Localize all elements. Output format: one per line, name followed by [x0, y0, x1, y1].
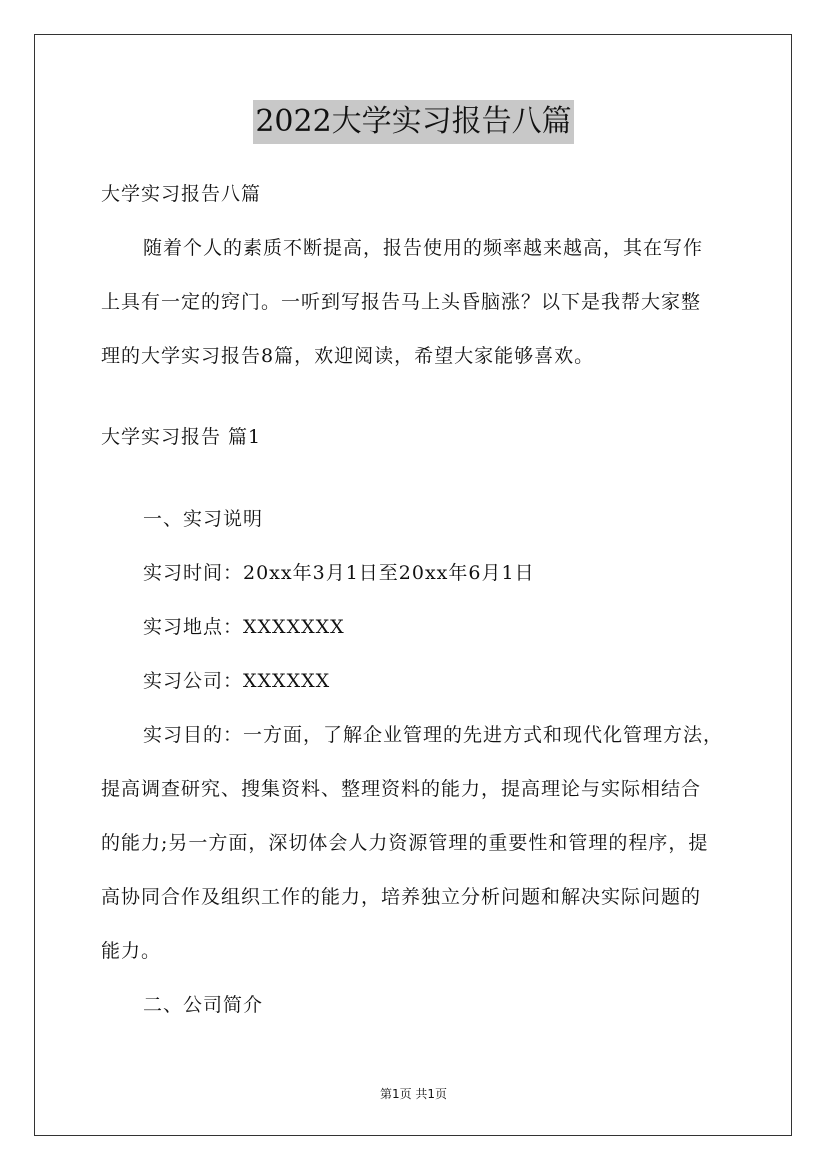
purpose-line-1: 实习目的：一方面，了解企业管理的先进方式和现代化管理方法，	[143, 724, 724, 746]
section-heading: 大学实习报告 篇1	[101, 426, 262, 448]
sub-heading-company-profile: 二、公司简介	[143, 994, 264, 1016]
intro-line-3: 理的大学实习报告8篇，欢迎阅读，希望大家能够喜欢。	[101, 345, 595, 367]
document-title-container	[0, 100, 827, 148]
intro-line-2: 上具有一定的窍门。一听到写报告马上头昏脑涨？以下是我帮大家整	[101, 291, 702, 313]
document-title: 2022大学实习报告八篇	[253, 100, 573, 144]
purpose-line-5: 能力。	[101, 940, 162, 962]
sub-heading-internship-description: 一、实习说明	[143, 508, 264, 530]
purpose-line-4: 高协同合作及组织工作的能力，培养独立分析问题和解决实际问题的	[101, 886, 702, 908]
internship-time: 实习时间：20xx年3月1日至20xx年6月1日	[143, 562, 535, 584]
internship-company: 实习公司：XXXXXX	[143, 670, 331, 692]
intro-line-1: 随着个人的素质不断提高，报告使用的频率越来越高，其在写作	[143, 237, 704, 259]
page-footer: 第1页 共1页	[379, 1087, 448, 1101]
purpose-line-2: 提高调查研究、搜集资料、整理资料的能力，提高理论与实际相结合	[101, 778, 702, 800]
purpose-line-3: 的能力;另一方面，深切体会人力资源管理的重要性和管理的程序，提	[101, 832, 709, 854]
internship-place: 实习地点：XXXXXXX	[143, 616, 345, 638]
intro-heading: 大学实习报告八篇	[101, 183, 262, 205]
